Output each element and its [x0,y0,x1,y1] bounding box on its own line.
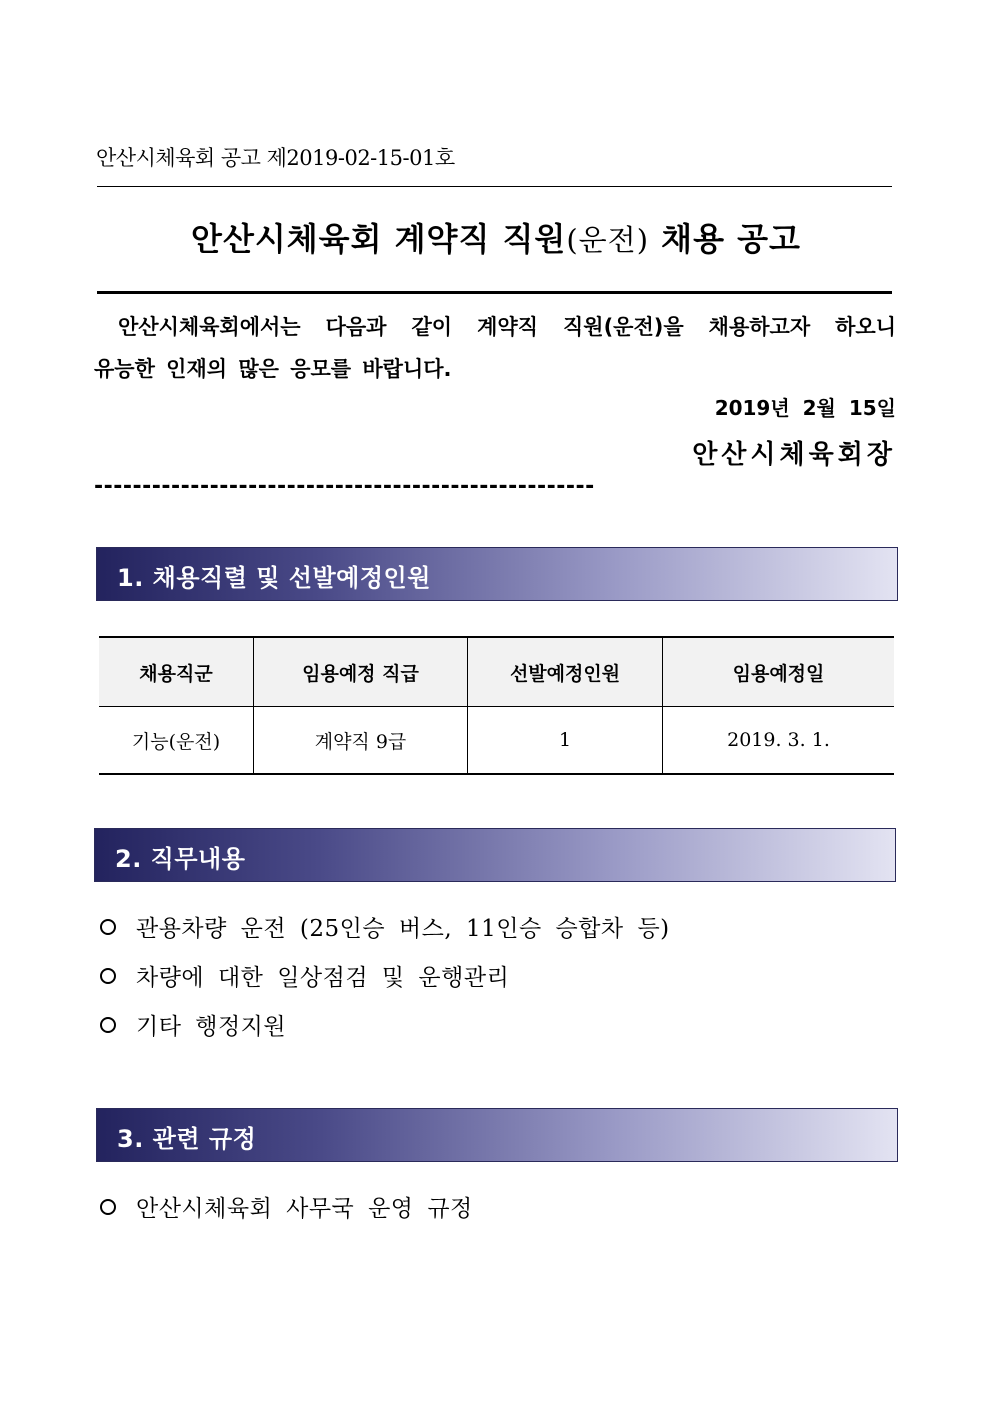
table-header-cell: 선발예정인원 [468,637,663,707]
header-rule [97,186,892,187]
circle-bullet-icon [100,919,116,935]
signer: 안산시체육회장 [692,440,896,470]
table-header-cell: 임용예정일 [663,637,895,707]
circle-bullet-icon [100,1199,116,1215]
notice-date: 2019년 2월 15일 [714,396,896,420]
title-paren: (운전) [566,223,650,257]
title-main: 안산시체육회 계약직 직원 [191,220,567,258]
list-item [98,951,670,1000]
table-header-cell: 채용직군 [99,637,254,707]
section-3-title: 3. 관련 규정 [117,1125,257,1153]
section-2-header [94,828,896,882]
dashed-divider: ---------------------------------------------------- [94,474,595,499]
list-item-text: 관용차량 운전 (25인승 버스, 11인승 승합차 등) [136,916,670,942]
list-item [98,902,670,951]
list-item [98,1000,670,1049]
title-rule [97,291,892,294]
table-cell: 계약직 9급 [254,707,468,775]
table-cell: 1 [468,707,663,775]
section-3-header [96,1108,898,1162]
recruitment-table [99,636,894,775]
section-1-title: 1. 채용직렬 및 선발예정인원 [117,564,431,592]
page-title [0,214,992,260]
intro-line-1: 안산시체육회에서는 다음과 같이 계약직 직원(운전)을 채용하고자 하오니 [118,315,896,339]
table-header-cell: 임용예정 직급 [254,637,468,707]
duties-list [98,902,670,1049]
circle-bullet-icon [100,1017,116,1033]
table-row [99,707,894,775]
list-item-text: 차량에 대한 일상점검 및 운행관리 [136,965,510,991]
regulations-list [98,1182,473,1231]
list-item-text: 기타 행정지원 [136,1014,287,1040]
section-2-title: 2. 직무내용 [115,845,246,873]
list-item-text: 안산시체육회 사무국 운영 규정 [136,1196,473,1222]
circle-bullet-icon [100,968,116,984]
section-1-header [96,547,898,601]
intro-paragraph [94,306,896,390]
title-tail: 채용 공고 [661,220,801,258]
table-header-row [99,637,894,707]
list-item [98,1182,473,1231]
intro-line-2: 유능한 인재의 많은 응모를 바랍니다. [94,357,452,381]
table-cell: 기능(운전) [99,707,254,775]
notice-number: 안산시체육회 공고 제2019-02-15-01호 [96,146,455,170]
table-cell: 2019. 3. 1. [663,707,895,775]
